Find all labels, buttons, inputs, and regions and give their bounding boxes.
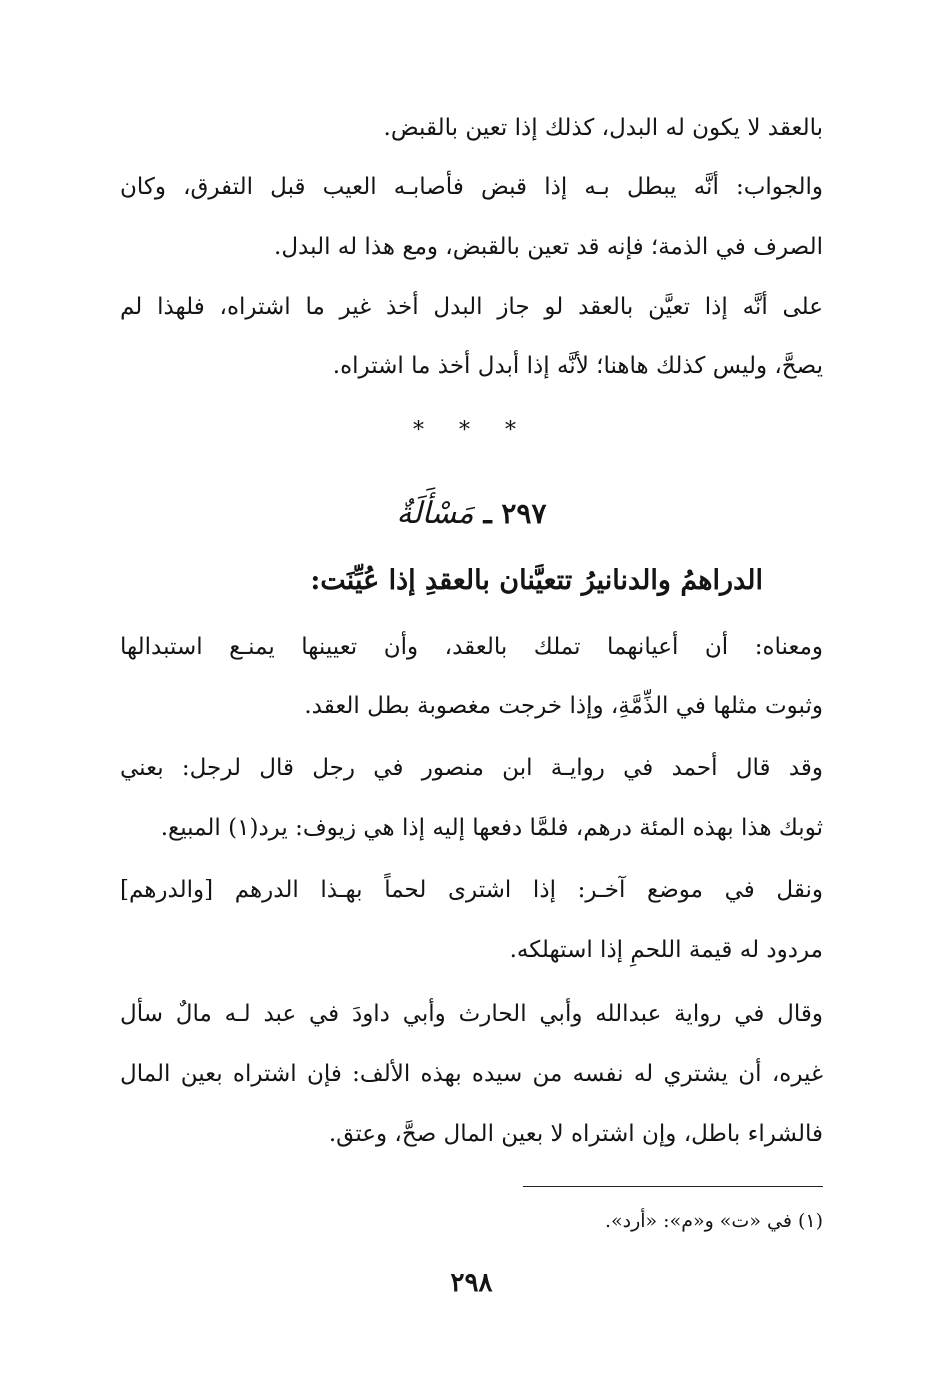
text-line-13: غيره، أن يشتري له نفسه من سيده بهذه الألف: فإن اشتراه بعين المال <box>120 1061 823 1087</box>
text-line-2: والجواب: أنَّه يبطل بـه إذا قبض فأصابـه العيب قبل التفرق، وكان <box>120 174 823 200</box>
text-line-7: وثبوت مثلها في الذِّمَّةِ، وإذا خرجت مغصوبة بطل العقد. <box>304 693 823 719</box>
text-line-10: ونقل في موضع آخـر: إذا اشترى لحماً بهـذا الدرهم [والدرهم] <box>120 877 823 903</box>
text-line-12: وقال في رواية عبدالله وأبي الحارث وأبي داودَ في عبد لـه مالٌ سأل <box>120 1001 823 1027</box>
text-line-5: يصحَّ، وليس كذلك هاهنا؛ لأنَّه إذا أبدل أخذ ما اشتراه. <box>332 353 823 379</box>
text-line-1: بالعقد لا يكون له البدل، كذلك إذا تعين بالقبض. <box>383 115 823 141</box>
text-line-6: ومعناه: أن أعيانهما تملك بالعقد، وأن تعيينها يمنـع استبدالها <box>120 634 823 660</box>
page-number: ٢٩٨ <box>450 1268 493 1298</box>
masala-word: مَسْأَلَةٌ <box>396 496 474 531</box>
text-line-4: على أنَّه إذا تعيَّن بالعقد لو جاز البدل أخذ غير ما اشتراه، فلهذا لم <box>120 294 823 320</box>
text-line-14: فالشراء باطل، وإن اشتراه لا بعين المال صحَّ، وعتق. <box>328 1121 823 1147</box>
text-line-3: الصرف في الذمة؛ فإنه قد تعين بالقبض، ومع هذا له البدل. <box>274 234 823 260</box>
text-line-8: وقد قال أحمد في روايـة ابن منصور في رجل قال لرجل: بعني <box>120 755 823 781</box>
section-separator: * * * <box>413 418 530 443</box>
masala-number: ٢٩٧ ـ <box>483 497 547 530</box>
footnote-divider <box>523 1186 823 1187</box>
masala-title <box>0 490 943 538</box>
text-line-9: ثوبك هذا بهذه المئة درهم، فلمَّا دفعها إليه إذا هي زيوف: يرد(١) المبيع. <box>160 815 823 841</box>
section-heading: الدراهمُ والدنانيرُ تتعيَّنان بالعقدِ إذا عُيِّنَت: <box>310 565 763 596</box>
text-line-11: مردود له قيمة اللحمِ إذا استهلكه. <box>509 937 823 963</box>
footnote: (١) في «ت» و«م»: «أرد». <box>604 1210 823 1232</box>
